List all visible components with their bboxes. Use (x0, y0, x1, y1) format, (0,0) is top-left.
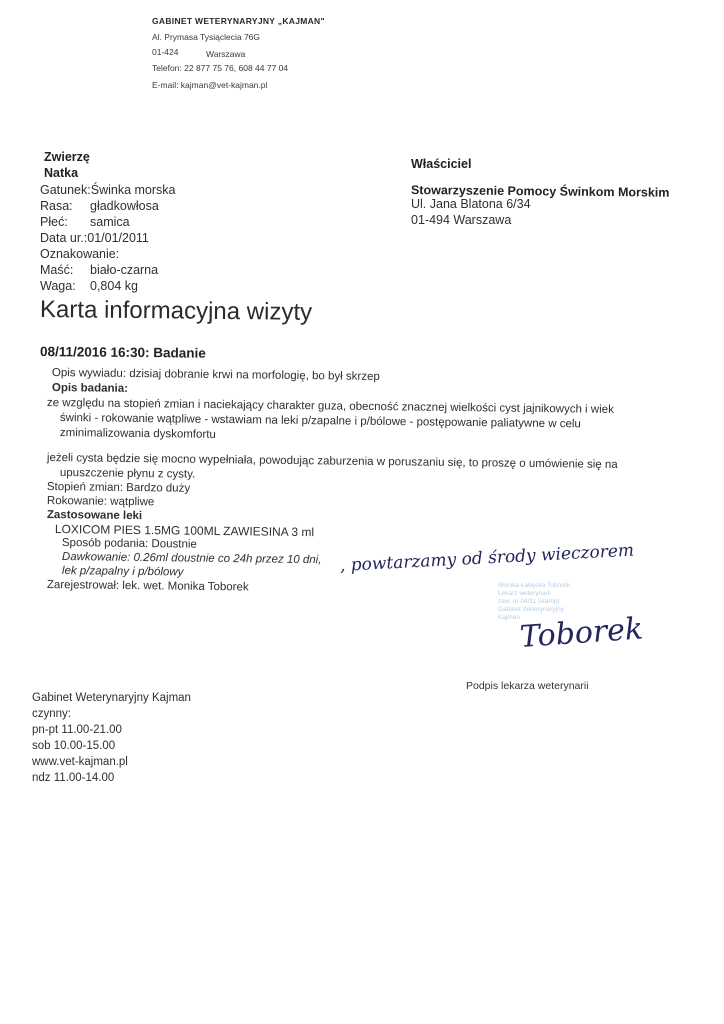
exam-line: świnki - rokowanie wątpliwe - wstawiam na leki p/zapalne i p/bólowe - postępowanie paliatywne w celu (59, 412, 581, 431)
owner-name: Stowarzyszenie Pomocy Świnkom Morskim (410, 183, 670, 200)
meds-heading: Zastosowane leki (46, 509, 143, 523)
field-value: samica (90, 215, 130, 229)
exam-line: zminimalizowania dyskomfortu (59, 427, 216, 441)
doctor-stamp (498, 582, 570, 622)
clinic-city: Warszawa (206, 49, 246, 59)
owner-street: Ul. Jana Blatona 6/34 (411, 197, 531, 211)
exam-line: ze względu na stopień zmian i naciekający charakter guza, obecność znacznej wielkości cyst jajnikowych i wiek (46, 397, 614, 416)
cyst-line: upuszczenie płynu z cysty. (59, 467, 196, 481)
clinic-postal-code: 01-424 (152, 47, 179, 57)
med-route: Sposób podania: Doustnie (61, 537, 197, 551)
stamp-line: Lekarz weterynarii (498, 590, 551, 597)
med-dosage: Dawkowanie: 0.26ml doustnie co 24h przez 10 dni, (61, 551, 322, 567)
prognosis-text: Rokowanie: wątpliwe (46, 495, 155, 509)
field-value: Świnka morska (90, 183, 176, 197)
footer-hours-weekdays: pn-pt 11.00-21.00 (32, 724, 122, 736)
animal-heading: Zwierzę (44, 150, 90, 164)
field-label: Data ur.: (40, 231, 88, 245)
field-value: biało-czarna (90, 263, 159, 277)
stamp-line: Monika Łabęcka Toborek (498, 582, 571, 589)
stamp-line: Kajman (498, 614, 521, 621)
exam-heading: Opis badania: (51, 382, 129, 395)
clinic-name: GABINET WETERYNARYJNY „KAJMAN" (152, 16, 325, 26)
field-birth-date (40, 231, 149, 245)
signature-caption: Podpis lekarza weterynarii (466, 680, 589, 692)
footer-open-label: czynny: (32, 708, 71, 720)
field-label: Waga: (40, 279, 76, 293)
field-value: 01/01/2011 (87, 231, 149, 245)
field-sex (40, 215, 130, 229)
visit-header: 08/11/2016 16:30: Badanie (39, 344, 206, 361)
field-label: Maść: (40, 263, 74, 277)
med-name: LOXICOM PIES 1.5MG 100ML ZAWIESINA 3 ml (54, 522, 315, 540)
registered-by: Zarejestrował: lek. wet. Monika Toborek (46, 579, 249, 594)
field-marking (40, 247, 119, 261)
footer-clinic-name: Gabinet Weterynaryjny Kajman (32, 692, 191, 704)
field-label: Rasa: (40, 199, 73, 213)
footer-website: www.vet-kajman.pl (32, 756, 128, 768)
clinic-email: E-mail: kajman@vet-kajman.pl (152, 80, 268, 90)
field-value: gładkowłosa (90, 199, 159, 213)
handwritten-note: , powtarzamy od środy wieczorem (339, 540, 635, 576)
doctor-signature: Toborek (518, 611, 645, 655)
footer-hours-saturday: sob 10.00-15.00 (32, 740, 116, 752)
stage-text: Stopień zmian: Bardzo duży (46, 481, 191, 495)
owner-city: 01-494 Warszawa (411, 213, 512, 227)
stamp-line: Gabinet Weterynaryjny (498, 606, 564, 613)
card-title: Karta informacyjna wizyty (39, 296, 313, 326)
field-color (40, 263, 158, 277)
footer-hours-sunday: ndz 11.00-14.00 (32, 772, 115, 784)
med-dosage-note: lek p/zapalny i p/bólowy (61, 565, 184, 579)
field-label: Gatunek: (40, 183, 91, 197)
cyst-line: jeżeli cysta będzie się mocno wypełniała, powodując zaburzenia w poruszaniu się, to proszę o umówienie się na (46, 452, 618, 471)
animal-name: Natka (44, 166, 79, 180)
field-breed (40, 199, 159, 213)
interview-text: Opis wywiadu: dzisiaj dobranie krwi na morfologię, bo był skrzep (51, 367, 380, 384)
clinic-phone: Telefon: 22 877 75 76, 608 44 77 04 (152, 63, 289, 73)
field-weight (40, 279, 138, 293)
field-value: 0,804 kg (90, 279, 138, 293)
field-species (40, 183, 175, 197)
owner-heading: Właściciel (411, 157, 472, 171)
field-label: Oznakowanie: (40, 247, 120, 261)
field-label: Płeć: (40, 215, 68, 229)
clinic-address: Al. Prymasa Tysiąclecia 76G (152, 32, 261, 42)
stamp-line: zaw. nr 04/11 [stamp] (498, 598, 560, 605)
